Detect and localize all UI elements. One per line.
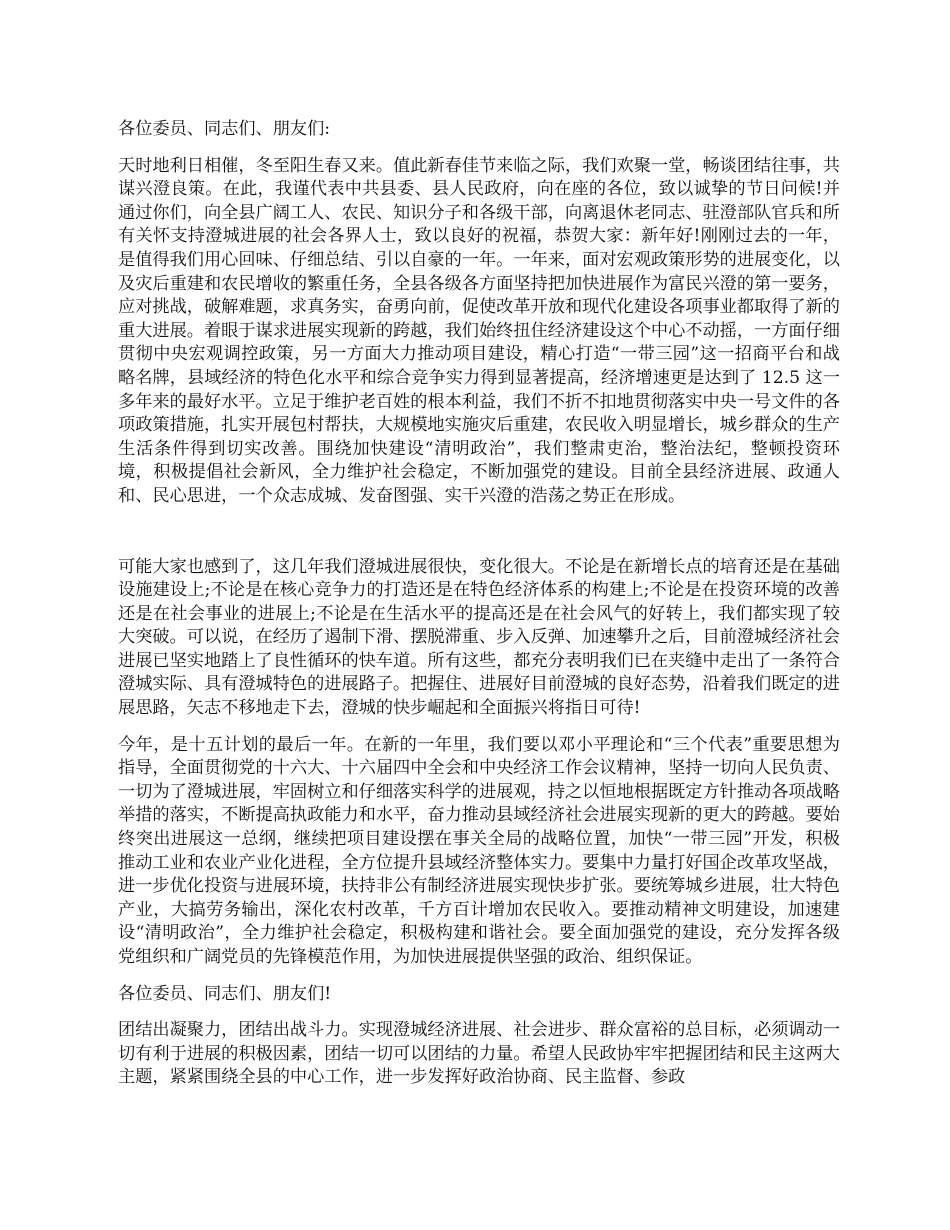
- body-paragraph: 天时地利日相催，冬至阳生春又来。值此新春佳节来临之际，我们欢聚一堂，畅谈团结往事，共谋兴澄良策。在此，我谨代表中共县委、县人民政府，向在座的各位，致以诚挚的节日问候!并通过你们，向全县广阔工人、农民、知识分子和各级干部，向离退休老同志、驻澄部队官兵和所有关怀支持澄城进展的社会各界人士，致以良好的祝福，恭贺大家：新年好!刚刚过去的一年，是值得我们用心回味、仔细总结、引以自豪的一年。一年来，面对宏观政策形势的进展变化，以及灾后重建和农民增收的繁重任务，全县各级各方面坚持把加快进展作为富民兴澄的第一要务，应对挑战，破解难题，求真务实，奋勇向前，促使改革开放和现代化建设各项事业都取得了新的重大进展。着眼于谋求进展实现新的跨越，我们始终扭住经济建设这个中心不动摇，一方面仔细贯彻中央宏观调控政策，另一方面大力推动项目建设，精心打造“一带三园”这一招商平台和战略名牌，县域经济的特色化水平和综合竞争实力得到显著提高，经济增速更是达到了 12.5 这一多年来的最好水平。立足于维护老百姓的根本利益，我们不折不扣地贯彻落实中央一号文件的各项政策措施，扎实开展包村帮扶，大规模地实施灾后重建，农民收入明显增长，城乡群众的生产生活条件得到切实改善。围绕加快建设“清明政治”，我们整肃吏治，整治法纪，整顿投资环境，积极提倡社会新风，全力维护社会稳定，不断加强党的建设。目前全县经济进展、政通人和、民心思进，一个众志成城、发奋图强、实干兴澄的浩荡之势正在形成。: [118, 155, 840, 506]
- body-paragraph: 今年，是十五计划的最后一年。在新的一年里，我们要以邓小平理论和“三个代表”重要思想为指导，全面贯彻党的十六大、十六届四中全会和中央经济工作会议精神，坚持一切向人民负责、一切为了澄城进展，牢固树立和仔细落实科学的进展观，持之以恒地根据既定方针推动各项战略举措的落实，不断提高执政能力和水平，奋力推动县域经济社会进展实现新的更大的跨越。要始终突出进展这一总纲，继续把项目建设摆在事关全局的战略位置，加快“一带三园”开发，积极推动工业和农业产业化进程，全方位提升县域经济整体实力。要集中力量打好国企改革攻坚战，进一步优化投资与进展环境，扶持非公有制经济进展实现快步扩张。要统筹城乡进展，壮大特色产业，大搞劳务输出，深化农村改革，千方百计增加农民收入。要推动精神文明建设，加速建设“清明政治”，全力维护社会稳定，积极构建和谐社会。要全面加强党的建设，充分发挥各级党组织和广阔党员的先锋模范作用，为加快进展提供坚强的政治、组织保证。: [118, 734, 840, 967]
- salutation-paragraph: 各位委员、同志们、朋友们!: [118, 983, 332, 1004]
- body-paragraph: 团结出凝聚力，团结出战斗力。实现澄城经济进展、社会进步、群众富裕的总目标，必须调动一切有利于进展的积极因素，团结一切可以团结的力量。希望人民政协牢牢把握团结和民主这两大主题，紧紧围绕全县的中心工作，进一步发挥好政治协商、民主监督、参政: [118, 1020, 840, 1088]
- salutation-paragraph: 各位委员、同志们、朋友们:: [118, 119, 331, 139]
- document-body: [118, 118, 840, 1103]
- body-paragraph: 可能大家也感到了，这几年我们澄城进展很快，变化很大。不论是在新增长点的培育还是在基础设施建设上;不论是在核心竞争力的打造还是在特色经济体系的构建上;不论是在投资环境的改善还是在社会事业的进展上;不论是在生活水平的提高还是在社会风气的好转上，我们都实现了较大突破。可以说，在经历了遏制下滑、摆脱滞重、步入反弹、加速攀升之后，目前澄城经济社会进展已坚实地踏上了良性循环的快车道。所有这些，都充分表明我们已在夹缝中走出了一条符合澄城实际、具有澄城特色的进展路子。把握住、进展好目前澄城的良好态势，沿着我们既定的进展思路，矢志不移地走下去，澄城的快步崛起和全面振兴将指日可待!: [118, 556, 840, 719]
